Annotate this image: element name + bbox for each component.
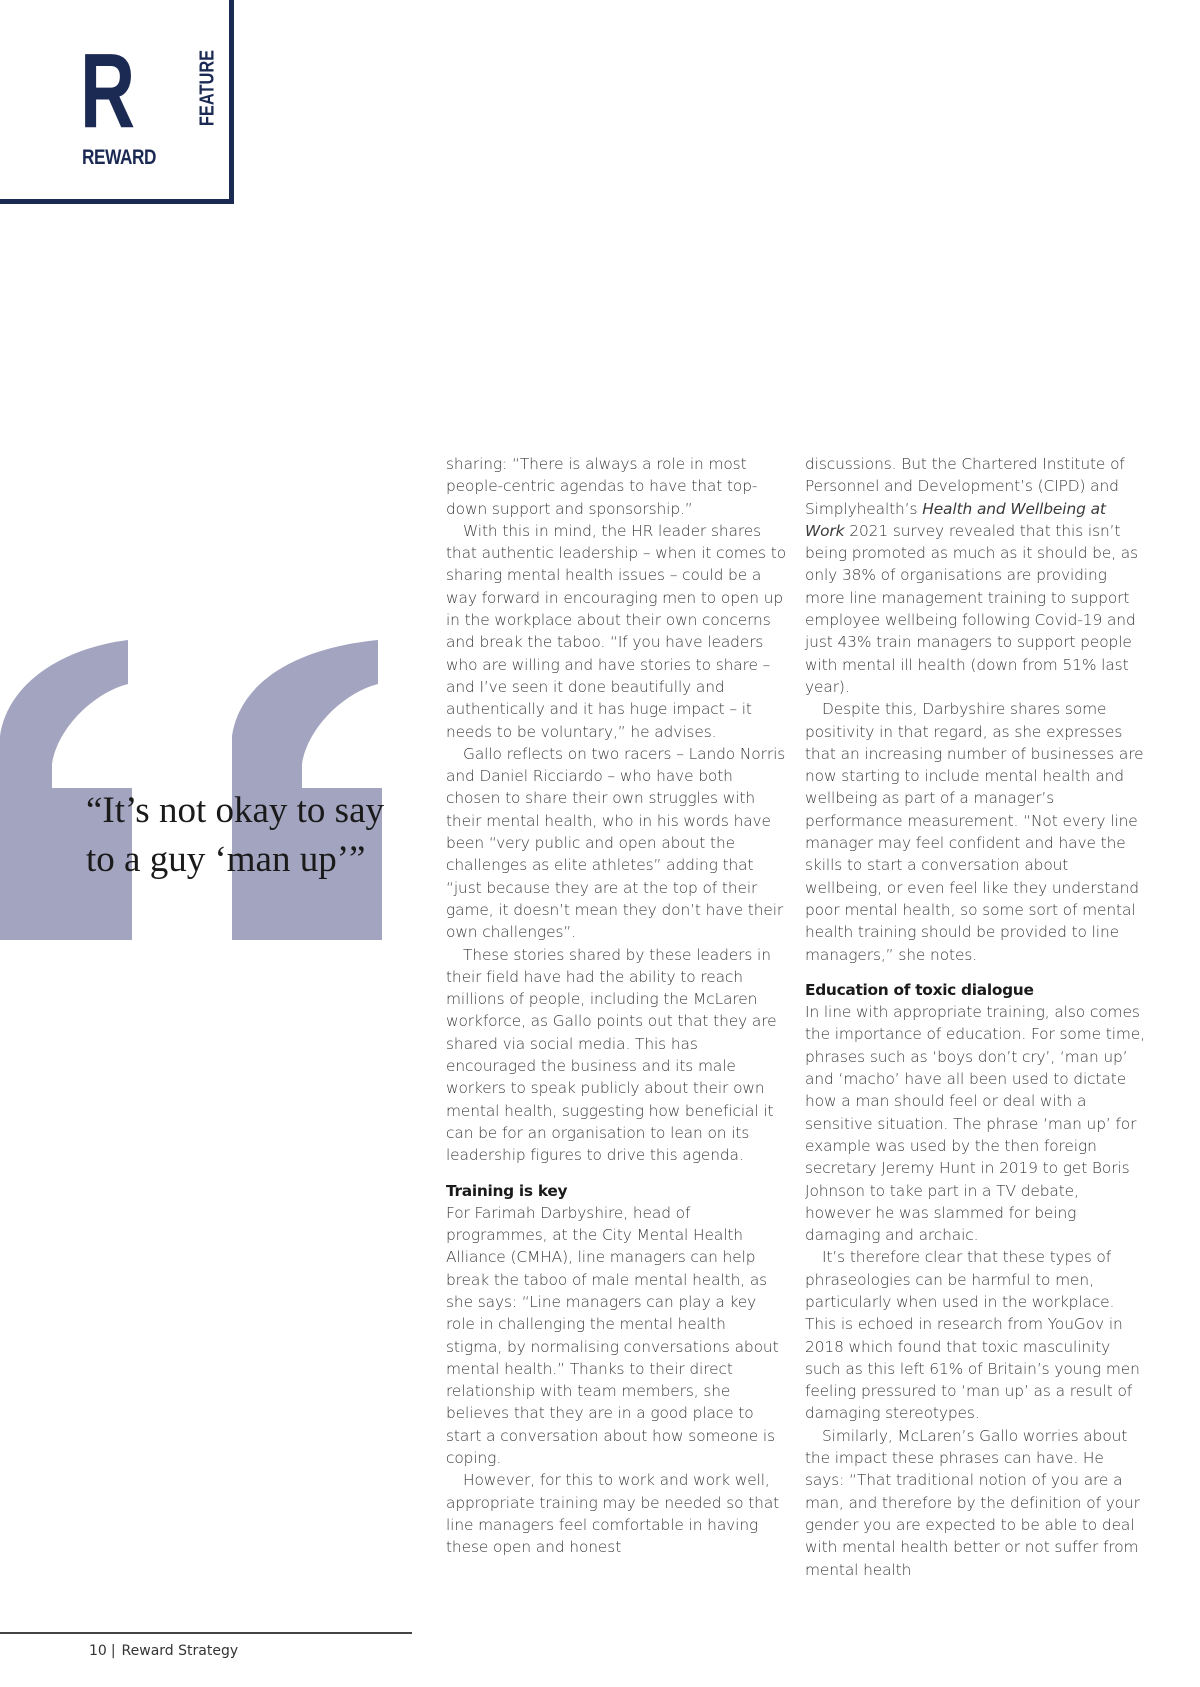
- paragraph: It’s therefore clear that these types of phraseologies can be harmful to men, particularly when used in the workplace. This is echoed in research from YouGov in 2018 which found that toxic masculinity such as this left 61% of Britain’s young men feeling pressured to ‘man up’ as a result of damaging stereotypes.: [805, 1248, 1140, 1423]
- page-footer: [89, 1643, 238, 1659]
- subheading-education: Education of toxic dialogue: [805, 980, 1034, 999]
- paragraph: [805, 453, 1145, 698]
- footer-rule: [0, 1632, 412, 1634]
- paragraph: Similarly, McLaren’s Gallo worries about the impact these phrases can have. He says: “That traditional notion of you are a man, and therefore by the definition of your gender you are expected to be able to deal with mental health better or not suffer from mental health: [805, 1426, 1140, 1579]
- text-run: 2021 survey revealed that this isn’t being promoted as much as it should be, as only 38% of organisations are providing more line management training to support employee wellbeing following Covid-19 and just 43% train managers to support people with mental ill health (down from 51% last year).: [805, 521, 1139, 696]
- paragraph: However, for this to work and work well, appropriate training may be needed so that line managers feel comfortable in having these open and honest: [446, 1471, 780, 1557]
- paragraph: These stories shared by these leaders in their field have had the ability to reach millions of people, including the McLaren workforce, as Gallo points out that they are shared via social media. This has encouraged the business and its male workers to speak publicly about their own mental health, suggesting how beneficial it can be for an organisation to lean on its leadership figures to drive this agenda.: [446, 945, 777, 1165]
- paragraph: In line with appropriate training, also comes the importance of education. For some time, phrases such as ‘boys don’t cry’, ‘man up’ and ‘macho’ have all been used to dictate how a man should feel or deal with a sensitive situation. The phrase ‘man up’ for example was used by the then foreign secretary Jeremy Hunt in 2019 to get Boris Johnson to take part in a TV debate, however he was slammed for being damaging and archaic.: [805, 1003, 1145, 1245]
- masthead-logo-box: [0, 0, 234, 204]
- article-column-2: [805, 453, 1145, 1581]
- subheading-training: Training is key: [446, 1181, 568, 1200]
- paragraph: Despite this, Darbyshire shares some positivity in that regard, as she expresses that an increasing number of businesses are now starting to include mental health and wellbeing as part of a manager’s performance measurement. “Not every line manager may feel confident and have the skills to start a conversation about wellbeing, or even feel like they understand poor mental health, so some sort of mental health training should be provided to line managers,” she notes.: [805, 700, 1144, 964]
- paragraph: For Farimah Darbyshire, head of programmes, at the City Mental Health Alliance (CMHA), line managers can help break the taboo of male mental health, as she says: “Line managers can play a key role in challenging the mental health stigma, by normalising conversations about mental health.” Thanks to their direct relationship with team members, she believes that they are in a good place to start a conversation about how someone is coping.: [446, 1203, 779, 1468]
- section-tag: FEATURE: [196, 49, 219, 127]
- paragraph: sharing: “There is always a role in most people-centric agendas to have that top-down support and sponsorship.”: [446, 455, 758, 518]
- paragraph: Gallo reflects on two racers – Lando Norris and Daniel Ricciardo – who have both chosen to share their own struggles with their mental health, who in his words have been “very public and open about the challenges as elite athletes” adding that “just because they are at the top of their game, it doesn’t mean they don’t have their own challenges”.: [446, 744, 786, 942]
- article-column-1: [446, 453, 786, 1559]
- footer-separator: |: [110, 1643, 116, 1659]
- publication-name: Reward Strategy: [121, 1643, 239, 1659]
- pull-quote: “It’s not okay to say to a guy ‘man up’”: [86, 790, 385, 880]
- logo-letter: R: [80, 32, 136, 150]
- survey-title: Health and Wellbeing at Work: [805, 499, 1106, 540]
- text-run: discussions. But the Chartered Institute of Personnel and Development’s (CIPD) and Simplyhealth’s: [805, 455, 1125, 518]
- paragraph: With this in mind, the HR leader shares that authentic leadership – when it comes to sharing mental health issues – could be a way forward in encouraging men to open up in the workplace about their own concerns and break the taboo. “If you have leaders who are willing and have stories to share – and I’ve seen it done beautifully and authentically and it has huge impact – it needs to be voluntary,” he advises.: [446, 521, 787, 741]
- logo-wordmark: REWARD: [82, 146, 157, 169]
- page-number: 10: [89, 1643, 107, 1659]
